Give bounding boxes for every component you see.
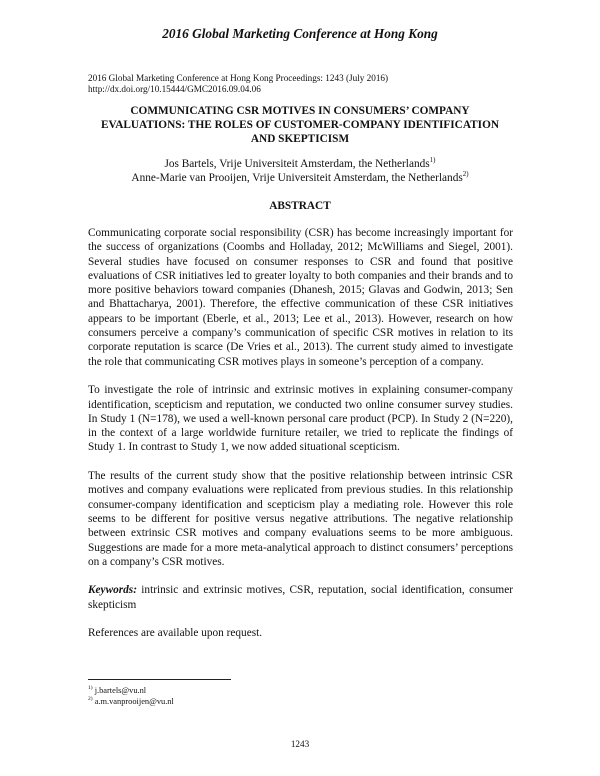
author-affiliation: Jos Bartels, Vrije Universiteit Amsterdam, the Netherlands (164, 158, 430, 170)
abstract-paragraph: Communicating corporate social responsibility (CSR) has become increasingly important for the success of organizations (Coombs and Holladay, 2012; McWilliams and Siegel, 2001). Several studies have focused on consumer responses to CSR and found that positive evaluations of CSR initiatives led to greater loyalty to both companies and their brands and to more positive behaviors toward companies (Dhanesh, 2015; Glavas and Godwin, 2013; Sen and Bhattacharya, 2001). Therefore, the effective communication of these CSR initiatives appears to be important (Eberle, et al., 2013; Lee et al., 2013). However, research on how consumers perceive a company’s communication of specific CSR motives in relation to its corporate reputation is scarce (De Vries et al., 2013). The current study aimed to investigate the role that communicating CSR motives plays in someone’s perception of a company. (88, 227, 513, 368)
references-note: References are available upon request. (88, 627, 263, 640)
keywords (88, 583, 513, 612)
footnote-email[interactable]: a.m.vanprooijen@vu.nl (92, 697, 174, 706)
footnote-1 (88, 685, 174, 696)
author-1 (88, 158, 512, 172)
author-list (88, 158, 512, 185)
abstract-body (88, 226, 513, 655)
footnotes (88, 685, 174, 707)
paper-title (88, 104, 512, 147)
abstract-heading: ABSTRACT (269, 200, 331, 212)
author-affiliation: Anne-Marie van Prooijen, Vrije Universiteit Amsterdam, the Netherlands (131, 171, 463, 184)
footnote-mark: 2) (88, 696, 93, 702)
proceedings-line: 2016 Global Marketing Conference at Hong Kong Proceedings: 1243 (July 2016) (88, 73, 389, 83)
footnote-email[interactable]: j.bartels@vu.nl (92, 686, 147, 695)
author-2 (88, 169, 512, 186)
keywords-text: intrinsic and extrinsic motives, CSR, reputation, social identification, consumer skepticism (88, 584, 513, 611)
footnote-mark: 2) (462, 169, 469, 178)
footnote-mark: 1) (88, 685, 93, 691)
abstract-paragraph: To investigate the role of intrinsic and extrinsic motives in explaining consumer-company identification, scepticism and reputation, we conducted two online consumer survey studies. In Study 1 (N=178), we used a well-known personal care product (PCP). In Study 2 (N=220), in the context of a large worldwide furniture retailer, we tried to replicate the findings of Study 1. In contrast to Study 1, we now added situational scepticism. (88, 384, 513, 454)
keywords-label: Keywords: (88, 584, 137, 597)
footnote-divider (88, 679, 231, 680)
publication-meta (88, 73, 388, 95)
footnote-2 (88, 696, 174, 707)
abstract-paragraph: The results of the current study show that the positive relationship between intrinsic CSR motives and company evaluations were replicated from previous studies. In this relationship consumer-company identification and scepticism play a mediating role. However this role seems to be different for positive versus negative attributions. The negative relationship between extrinsic CSR motives and company evaluations seems to be more ambiguous. Suggestions are made for a more meta-analytical approach to distinct consumers’ perceptions on a company’s CSR motives. (88, 470, 513, 568)
doi-link[interactable]: http://dx.doi.org/10.15444/GMC2016.09.04.06 (88, 84, 261, 94)
page-number: 1243 (290, 739, 310, 749)
title-line: COMMUNICATING CSR MOTIVES IN CONSUMERS’ COMPANY (130, 105, 470, 117)
conference-header: 2016 Global Marketing Conference at Hong Kong (162, 26, 438, 41)
footnote-mark: 1) (429, 156, 436, 164)
title-line: AND SKEPTICISM (250, 133, 350, 146)
title-line: EVALUATIONS: THE ROLES OF CUSTOMER-COMPANY IDENTIFICATION (100, 119, 500, 132)
